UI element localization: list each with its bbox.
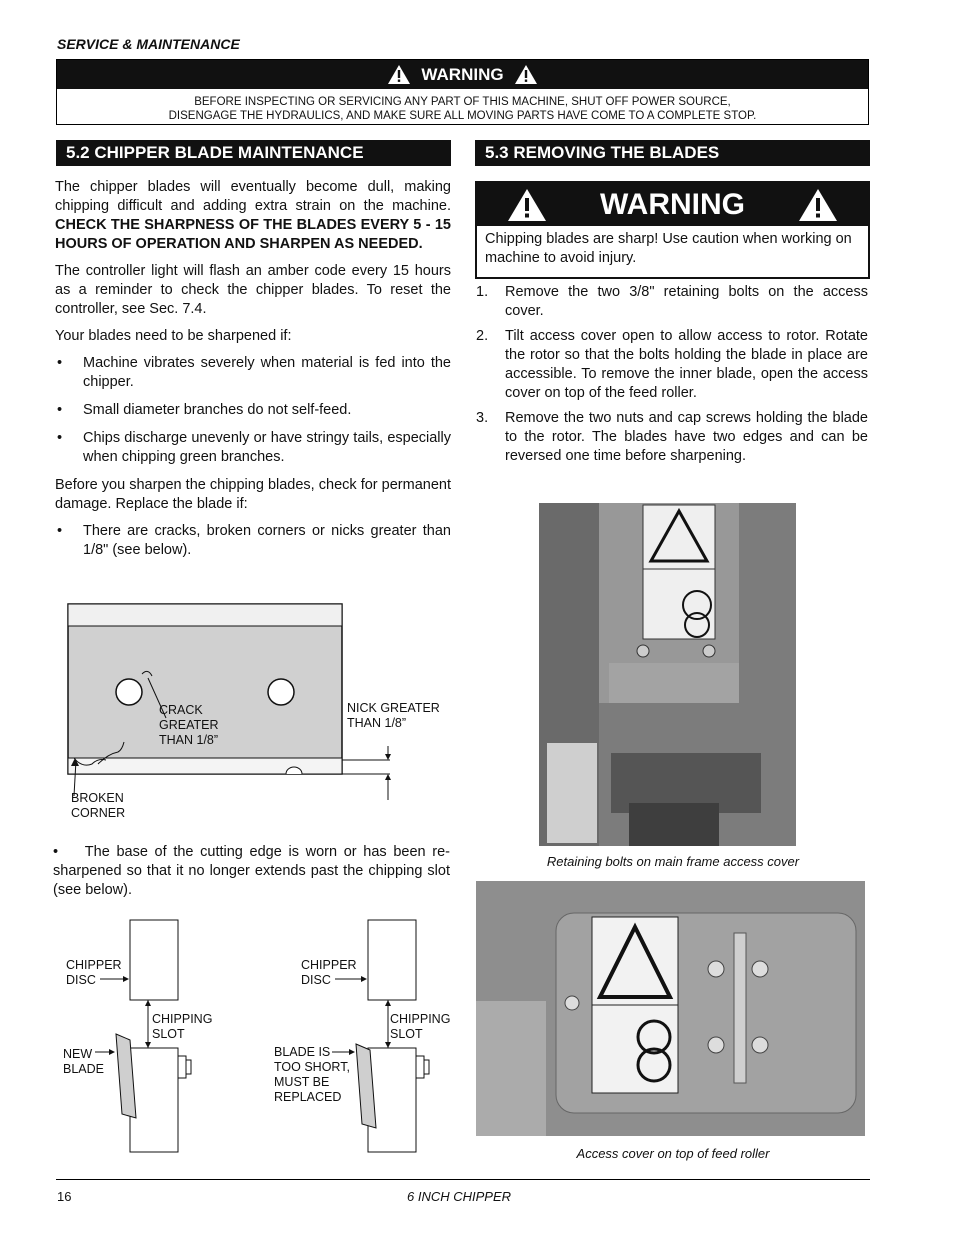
label-line: MUST BE <box>274 1075 330 1089</box>
warning-triangle-icon <box>514 64 538 85</box>
list-item: • Small diameter branches do not self-feed. <box>55 401 451 420</box>
label-line: REPLACED <box>274 1090 342 1104</box>
label-line: CHIPPING <box>390 1012 451 1026</box>
chipper-disc-label-right <box>301 958 357 988</box>
list-item: • Machine vibrates severely when material is fed into the chipper. <box>55 354 451 392</box>
blade-warning-title: WARNING <box>600 187 745 221</box>
damage-conditions-list <box>55 522 451 560</box>
warning-banner-text <box>57 89 868 123</box>
photo-caption: Retaining bolts on main frame access cover <box>546 854 800 869</box>
photo-placeholder <box>476 881 865 1136</box>
warning-triangle-icon <box>387 64 411 85</box>
step-item <box>476 283 868 321</box>
blade-warning-box <box>475 181 870 279</box>
label-line: SLOT <box>390 1027 423 1041</box>
label-line: BROKEN <box>71 791 124 805</box>
retaining-bolts-photo <box>539 503 796 846</box>
step-item <box>476 327 868 403</box>
page-number: 16 <box>57 1189 72 1204</box>
blade-warning-text: Chipping blades are sharp! Use caution when working on machine to avoid injury. <box>485 231 852 266</box>
label-line: CHIPPER <box>66 958 122 972</box>
right-column-text <box>476 283 868 472</box>
chipping-slot-label-left <box>152 1012 212 1042</box>
label-line: BLADE IS <box>274 1045 331 1059</box>
warning-banner-title: WARNING <box>421 64 504 84</box>
warning-banner-line: DISENGAGE THE HYDRAULICS, AND MAKE SURE ALL MOVING PARTS HAVE COME TO A COMPLETE STOP. <box>168 110 757 122</box>
section-heading-5-2: 5.2 CHIPPER BLADE MAINTENANCE <box>56 140 451 166</box>
short-blade-label <box>274 1045 350 1105</box>
photo-caption: Access cover on top of feed roller <box>576 1146 770 1161</box>
footer-divider <box>56 1179 870 1180</box>
label-line: TOO SHORT, <box>274 1060 350 1074</box>
warning-triangle-icon <box>507 188 547 222</box>
access-cover-photo <box>476 881 865 1136</box>
label-line: CHIPPER <box>301 958 357 972</box>
label-line: BLADE <box>63 1062 104 1076</box>
label-line: THAN 1/8” <box>159 733 219 747</box>
step-text: Remove the two 3/8" retaining bolts on the access cover. <box>505 284 868 319</box>
paragraph: Your blades need to be sharpened if: <box>55 328 292 344</box>
step-number: 3. <box>476 410 489 426</box>
removal-steps-list <box>476 283 868 466</box>
chipping-slot-label-right <box>390 1012 450 1042</box>
label-line: NICK GREATER <box>347 701 440 715</box>
label-line: CRACK <box>159 703 203 717</box>
step-item <box>476 409 868 466</box>
paragraph: Before you sharpen the chipping blades, check for permanent damage. Replace the blade if: <box>55 477 451 512</box>
label-line: THAN 1/8” <box>347 716 407 730</box>
new-blade-label <box>63 1047 104 1077</box>
photo-placeholder <box>539 503 796 846</box>
label-line: CHIPPING <box>152 1012 213 1026</box>
step-text: Tilt access cover open to allow access to rotor. Rotate the rotor so that the bolts holding the blade in place are accessible. To remove the inner blade, open the access cover on top of the feed roller. <box>505 328 868 401</box>
chipper-disc-label-left <box>66 958 122 988</box>
warning-triangle-icon <box>798 188 838 222</box>
warning-banner-header <box>57 60 868 89</box>
base-worn-bullet <box>53 843 450 900</box>
list-item: • There are cracks, broken corners or nicks greater than 1/8" (see below). <box>55 522 451 560</box>
broken-corner-label <box>71 791 125 821</box>
label-line: SLOT <box>152 1027 185 1041</box>
warning-banner <box>56 59 869 125</box>
section-heading-5-3: 5.3 REMOVING THE BLADES <box>475 140 870 166</box>
blade-warning-header <box>477 183 868 226</box>
list-item: • Chips discharge unevenly or have stringy tails, especially when chipping green branches. <box>55 429 451 467</box>
nick-label <box>347 701 440 731</box>
label-line: DISC <box>301 973 331 987</box>
section-label: SERVICE & MAINTENANCE <box>57 36 240 52</box>
step-text: Remove the two nuts and cap screws holding the blade to the rotor. The blades have two edges and can be reversed one time before sharpening. <box>505 410 868 464</box>
paragraph-emphasis: CHECK THE SHARPNESS OF THE BLADES EVERY 5 - 15 HOURS OF OPERATION AND SHARPEN AS NEEDED. <box>55 217 451 252</box>
label-line: NEW <box>63 1047 93 1061</box>
paragraph-text: The chipper blades will eventually become dull, making chipping difficult and adding extra strain on the machine. <box>55 179 451 214</box>
crack-label <box>159 703 219 748</box>
left-column-text <box>55 178 451 569</box>
warning-banner-line: BEFORE INSPECTING OR SERVICING ANY PART OF THIS MACHINE, SHUT OFF POWER SOURCE, <box>194 96 731 108</box>
footer-title: 6 INCH CHIPPER <box>407 1189 512 1204</box>
paragraph <box>55 178 451 254</box>
paragraph: The controller light will flash an amber code every 15 hours as a reminder to check the chipper blades. To reset the controller, see Sec. 7.4. <box>55 263 451 317</box>
step-number: 1. <box>476 284 489 300</box>
bullet-dot: • <box>53 844 85 860</box>
step-number: 2. <box>476 328 489 344</box>
label-line: GREATER <box>159 718 219 732</box>
list-item: The base of the cutting edge is worn or has been re-sharpened so that it no longer extends past the chipping slot (see below). <box>53 844 450 898</box>
sharpen-conditions-list <box>55 354 451 467</box>
label-line: CORNER <box>71 806 126 820</box>
label-line: DISC <box>66 973 96 987</box>
